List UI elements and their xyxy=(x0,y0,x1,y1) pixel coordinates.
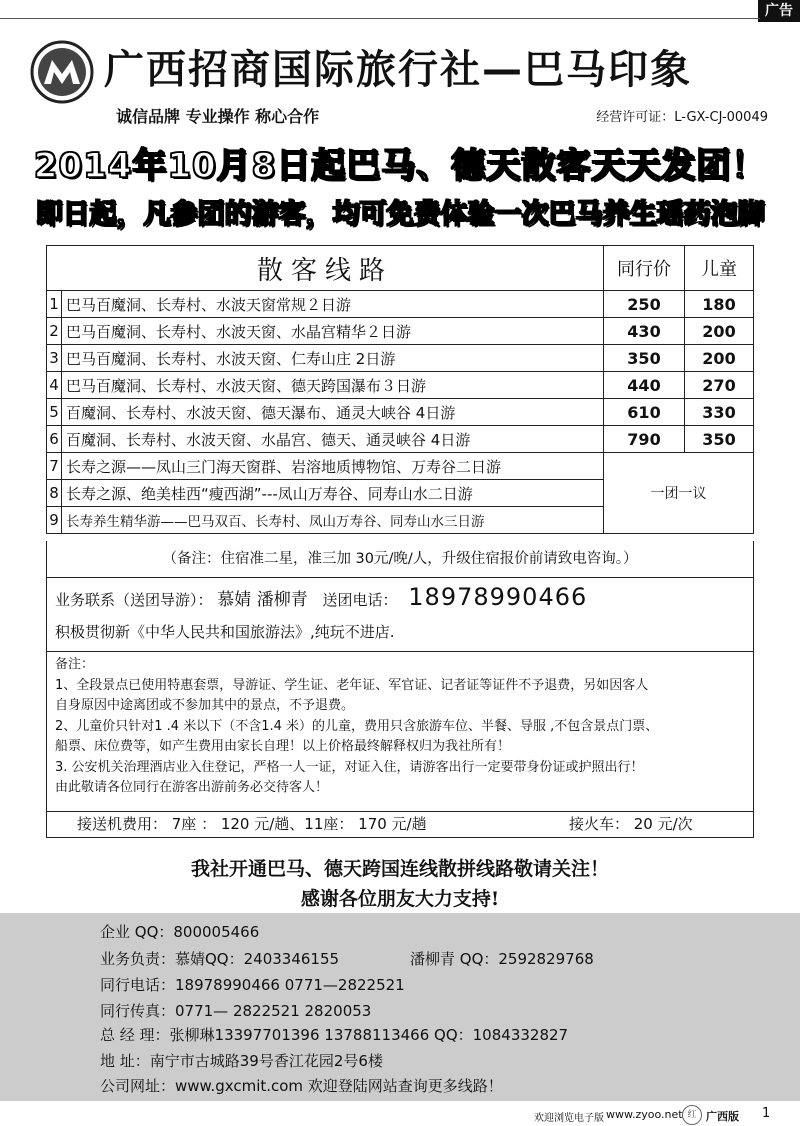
column-child-header: 儿童 xyxy=(685,246,754,291)
notes-title: 备注： xyxy=(55,657,95,672)
contact-footer xyxy=(0,913,800,1101)
airport-transfer-fee: 接送机费用： 7座 ： 120 元/趟、11座： 170 元/趟 xyxy=(77,815,427,833)
route-price: 430 xyxy=(604,318,685,345)
announcement-line2: 感谢各位朋友大力支持! xyxy=(300,888,500,910)
route-name: 巴马百魔洞、长寿村、水波天窗、仁寿山庄 2日游 xyxy=(62,345,604,372)
company-name: 广西招商国际旅行社—巴马印象 xyxy=(104,47,692,93)
page-number: 1 xyxy=(762,1106,771,1121)
law-statement: 积极贯彻新《中华人民共和国旅游法》,纯玩不进店. xyxy=(55,623,395,641)
route-child-price: 270 xyxy=(685,372,754,399)
edition-label: 广西版 xyxy=(706,1110,739,1123)
company-logo-icon xyxy=(30,40,94,104)
edition-badge-icon: 红 xyxy=(682,1105,702,1125)
note-line: 1、全段景点已使用特惠套票，导游证、学生证、老年证、军官证、记者证等证件不予退费，另如因客人 xyxy=(55,677,649,693)
contact-names: 慕婧 潘柳青 xyxy=(217,590,308,610)
note-line: 船票、床位费等，如产生费用由家长自理！以上价格最终解释权归为我社所有！ xyxy=(55,739,511,754)
column-price-header: 同行价 xyxy=(604,246,685,291)
route-name: 长寿之源、绝美桂西“瘦西湖”---凤山万寿谷、同寿山水二日游 xyxy=(62,480,604,507)
company-qq: 企业 QQ：800005466 xyxy=(100,923,260,941)
route-price: 350 xyxy=(604,345,685,372)
note-line: 2、儿童价只针对1 .4 米以下（不含1.4 米）的儿童，费用只含旅游车位、半餐、导服 ,不包含景点门票、 xyxy=(55,718,659,734)
table-row xyxy=(47,318,754,345)
route-price: 790 xyxy=(604,426,685,453)
bottom-bar xyxy=(0,1101,800,1126)
negotiable-price: 一团一议 xyxy=(604,453,754,534)
route-child-price: 180 xyxy=(685,291,754,318)
welcome-text: 欢迎浏览电子版 xyxy=(534,1113,604,1124)
headline-departure: 2014年10月8日起巴马、德天散客天天发团！ xyxy=(33,146,767,186)
table-row xyxy=(47,372,754,399)
route-name: 长寿养生精华游——巴马双百、长寿村、凤山万寿谷、同寿山水三日游 xyxy=(62,507,604,534)
row-number: 7 xyxy=(47,453,62,480)
note-line: 由此敬请各位同行在游客出游前务必交待客人！ xyxy=(55,780,329,795)
row-number: 3 xyxy=(47,345,62,372)
row-number: 6 xyxy=(47,426,62,453)
route-name: 巴马百魔洞、长寿村、水波天窗、水晶宫精华２日游 xyxy=(62,318,604,345)
row-number: 5 xyxy=(47,399,62,426)
company-address: 地 址：南宁市古城路39号香江花园2号6楼 xyxy=(100,1052,383,1070)
table-title: 散客线路 xyxy=(47,246,604,291)
table-row xyxy=(47,345,754,372)
route-child-price: 200 xyxy=(685,345,754,372)
row-number: 2 xyxy=(47,318,62,345)
route-name: 巴马百魔洞、长寿村、水波天窗常规２日游 xyxy=(62,291,604,318)
license-number: 经营许可证：L-GX-CJ-00049 xyxy=(596,110,768,125)
site-link[interactable]: www.zyoo.net xyxy=(606,1108,683,1121)
row-number: 8 xyxy=(47,480,62,507)
table-row xyxy=(47,291,754,318)
note-line: 3. 公安机关治理酒店业入住登记，严格一人一证，对证入住，请游客出行一定要带身份证或护照出行！ xyxy=(55,759,644,775)
table-row xyxy=(47,399,754,426)
table-row xyxy=(47,426,754,453)
route-price: 610 xyxy=(604,399,685,426)
contact-section xyxy=(46,577,754,652)
peer-phone: 同行电话：18978990466 0771—2822521 xyxy=(100,976,405,994)
route-child-price: 330 xyxy=(685,399,754,426)
route-child-price: 350 xyxy=(685,426,754,453)
route-price: 250 xyxy=(604,291,685,318)
note-line: 自身原因中途离团或不参加其中的景点，不予退费。 xyxy=(55,698,355,713)
row-number: 9 xyxy=(47,507,62,534)
headline-promotion: 即日起，凡参团的游客，均可免费体验一次巴马养生瑶药泡脚 xyxy=(35,199,765,230)
contact-phone: 18978990466 xyxy=(408,583,588,611)
train-transfer-fee: 接火车： 20 元/次 xyxy=(569,815,693,833)
phone-label: 送团电话： xyxy=(322,591,398,609)
contact-label: 业务联系（送团导游）： xyxy=(55,591,213,609)
routes-table xyxy=(46,245,754,534)
route-name: 巴马百魔洞、长寿村、水波天窗、德天跨国瀑布３日游 xyxy=(62,372,604,399)
route-price: 440 xyxy=(604,372,685,399)
route-name: 百魔洞、长寿村、水波天窗、德天瀑布、通灵大峡谷 4日游 xyxy=(62,399,604,426)
peer-fax: 同行传真：0771— 2822521 2820053 xyxy=(100,1002,372,1020)
table-header-row xyxy=(47,246,754,291)
table-row xyxy=(47,453,754,480)
row-number: 1 xyxy=(47,291,62,318)
business-manager-qq: 业务负责：慕婧QQ：2403346155 xyxy=(100,950,340,968)
business-manager2-qq: 潘柳青 QQ：2592829768 xyxy=(410,950,594,968)
general-manager: 总 经 理：张柳琳13397701396 13788113466 QQ：1084332827 xyxy=(100,1026,569,1044)
slogan: 诚信品牌 专业操作 称心合作 xyxy=(116,107,320,126)
route-name: 百魔洞、长寿村、水波天窗、水晶宫、德天、通灵峡谷 4日游 xyxy=(62,426,604,453)
notes-section xyxy=(46,651,754,812)
announcement-line1: 我社开通巴马、德天跨国连线散拼线路敬请关注！ xyxy=(190,858,609,880)
company-website[interactable]: 公司网址：www.gxcmit.com 欢迎登陆网站查询更多线路！ xyxy=(100,1077,503,1095)
row-number: 4 xyxy=(47,372,62,399)
ad-tag: 广告 xyxy=(758,0,800,22)
transfer-fees xyxy=(46,811,754,838)
top-divider xyxy=(0,18,760,19)
contact-line xyxy=(55,583,587,611)
accommodation-remark: （备注：住宿准二星，准三加 30元/晚/人，升级住宿报价前请致电咨询。） xyxy=(46,541,754,578)
route-name: 长寿之源——凤山三门海天窗群、岩溶地质博物馆、万寿谷二日游 xyxy=(62,453,604,480)
route-child-price: 200 xyxy=(685,318,754,345)
